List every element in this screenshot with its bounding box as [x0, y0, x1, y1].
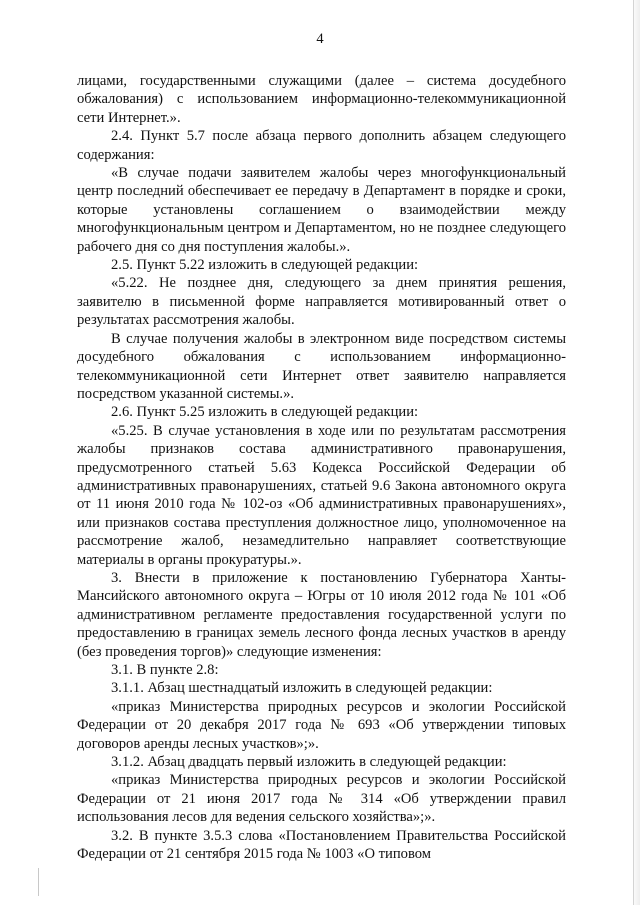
- paragraph: «В случае подачи заявителем жалобы через многофункциональный центр последний обеспечивает ее передачу в Департамент в порядке и сроки, которые установлены соглашением о взаимодействии между многофункциональным центром и Департаментом, но не позднее следующего рабочего дня со дня поступления жалобы.».: [77, 165, 566, 255]
- scan-margin-line: [633, 0, 634, 905]
- paragraph: 3.1. В пункте 2.8:: [111, 662, 219, 678]
- scan-margin-mark: [38, 868, 39, 896]
- document-body: [77, 72, 566, 863]
- paragraph: «5.25. В случае установления в ходе или по результатам рассмотрения жалобы признаков состава административного правонарушения, предусмотренного статьей 5.63 Кодекса Российской Федерации об административных правонарушениях, статьей 9.6 Закона автономного округа от 11 июня 2010 года № 102-оз «Об административных правонарушениях», или признаков состава преступления должностное лицо, уполномоченное на рассмотрение жалоб, незамедлительно направляет соответствующие материалы в органы прокуратуры.».: [77, 422, 566, 568]
- page-number: 4: [316, 31, 324, 47]
- paragraph: 3. Внести в приложение к постановлению Губернатора Ханты-Мансийского автономного округа – Югры от 10 июля 2012 года № 101 «Об административном регламенте предоставления государственной услуги по предоставлению в границах земель лесного фонда лесных участков в аренду (без проведения торгов)» следующие изменения:: [77, 569, 566, 660]
- paragraph: 3.1.1. Абзац шестнадцатый изложить в следующей редакции:: [111, 680, 493, 697]
- paragraph: 3.1.2. Абзац двадцать первый изложить в следующей редакции:: [111, 754, 507, 771]
- paragraph: «приказ Министерства природных ресурсов и экологии Российской Федерации от 21 июня 2017 года № 314 «Об утверждении правил использования лесов для ведения сельского хозяйства»;».: [77, 772, 566, 826]
- scan-edge-shadow: [634, 0, 640, 905]
- paragraph: В случае получения жалобы в электронном виде посредством системы досудебного обжалования с использованием информационно-телекоммуникационной сети Интернет ответ заявителю направляется посредством указанной системы.».: [77, 330, 566, 402]
- paragraph: 2.5. Пункт 5.22 изложить в следующей редакции:: [111, 257, 419, 274]
- paragraph: 2.4. Пункт 5.7 после абзаца первого дополнить абзацем следующего содержания:: [77, 128, 566, 163]
- paragraph: лицами, государственными служащими (далее – система досудебного обжалования) с использованием информационно-телекоммуникационной сети Интернет.».: [77, 73, 566, 126]
- paragraph: 2.6. Пункт 5.25 изложить в следующей редакции:: [111, 404, 419, 421]
- paragraph: «приказ Министерства природных ресурсов и экологии Российской Федерации от 20 декабря 2017 года № 693 «Об утверждении типовых договоров аренды лесных участков»;».: [77, 698, 566, 752]
- paragraph: «5.22. Не позднее дня, следующего за днем принятия решения, заявителю в письменной форме направляется мотивированный ответ о результатах рассмотрения жалобы.: [77, 275, 566, 329]
- paragraph: 3.2. В пункте 3.5.3 слова «Постановлением Правительства Российской Федерации от 21 сентября 2015 года № 1003 «О типовом: [77, 827, 566, 863]
